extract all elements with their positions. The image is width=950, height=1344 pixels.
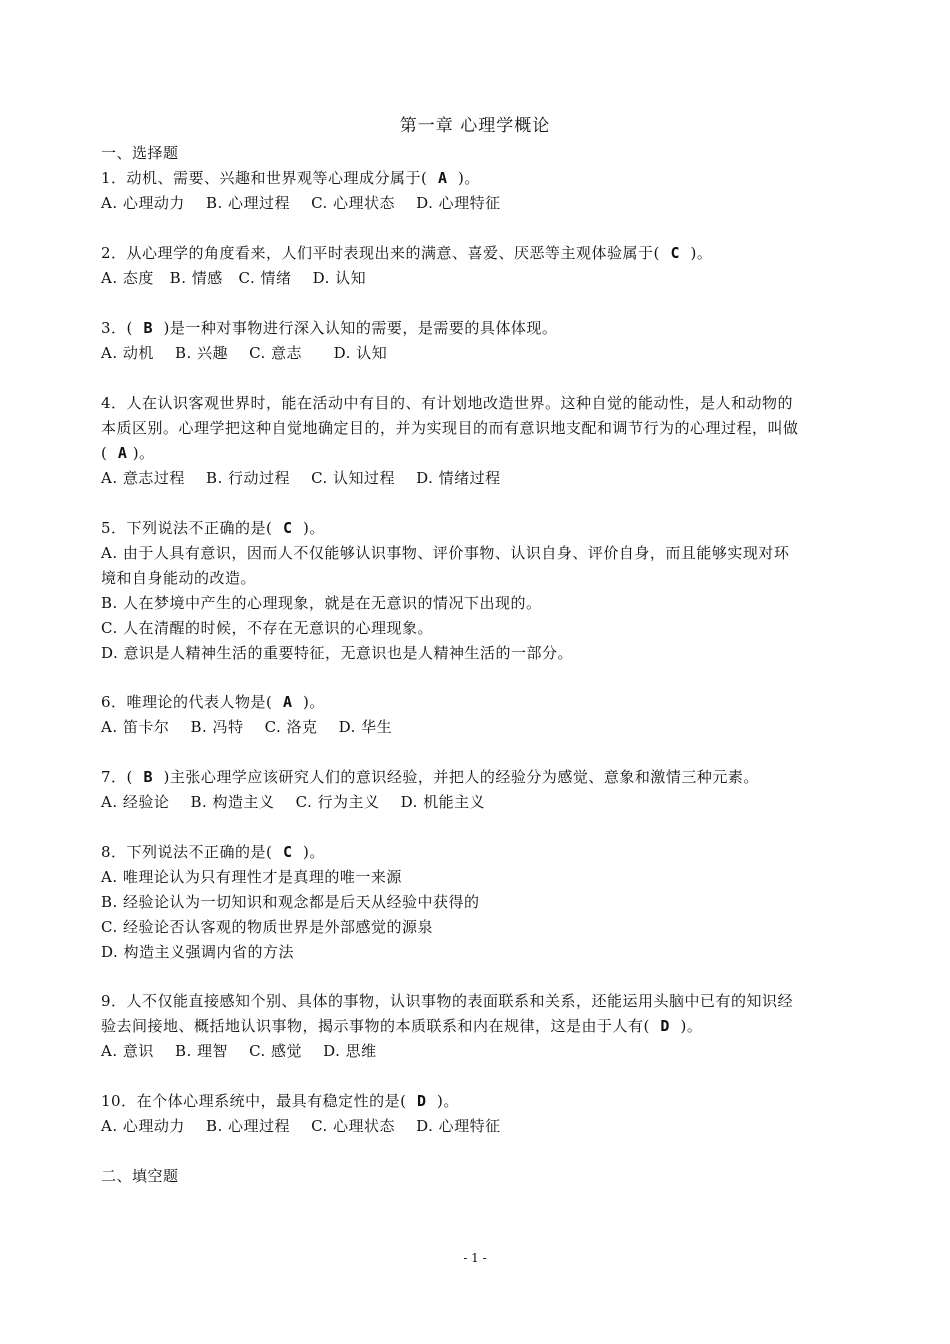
question-text: 3．( (101, 319, 144, 337)
question-5-option-d: D. 意识是人精神生活的重要特征，无意识也是人精神生活的一部分。 (101, 644, 574, 662)
question-text: )。 (669, 1017, 703, 1035)
question-1-options: A. 心理动力 B. 心理过程 C. 心理状态 D. 心理特征 (101, 194, 501, 212)
chapter-title: 第一章 心理学概论 (399, 116, 551, 136)
question-4-options: A. 意志过程 B. 行动过程 C. 认知过程 D. 情绪过程 (101, 469, 501, 487)
answer-letter: C (282, 519, 293, 537)
question-text: )。 (292, 519, 325, 537)
question-5-option-a: A. 由于人具有意识，因而人不仅能够认识事物、评价事物、认识自身、评价自身，而且能够实现对环 (101, 544, 790, 562)
question-4-line-1: 4．人在认识客观世界时，能在活动中有目的、有计划地改造世界。这种自觉的能动性，是人和动物的 (101, 394, 794, 412)
answer-letter: C (282, 843, 293, 861)
question-2-options: A. 态度 B. 情感 C. 情绪 D. 认知 (101, 269, 367, 287)
question-text: 8．下列说法不正确的是( (101, 843, 283, 861)
question-6 (101, 692, 861, 712)
answer-letter: B (143, 319, 153, 337)
question-1 (101, 168, 861, 188)
question-2 (101, 243, 861, 263)
question-7 (101, 767, 861, 787)
answer-letter: C (670, 244, 680, 262)
question-3-options: A. 动机 B. 兴趣 C. 意志 D. 认知 (101, 344, 388, 362)
question-5 (101, 518, 861, 538)
question-5-option-a-cont: 境和自身能动的改造。 (101, 569, 257, 587)
question-text: 验去间接地、概括地认识事物，揭示事物的本质联系和内在规律，这是由于人有( (101, 1017, 661, 1035)
question-10-options: A. 心理动力 B. 心理过程 C. 心理状态 D. 心理特征 (101, 1117, 501, 1135)
question-10 (101, 1091, 861, 1111)
question-text: )。 (447, 169, 480, 187)
question-text: 10．在个体心理系统中，最具有稳定性的是( (101, 1092, 417, 1110)
answer-letter: D (660, 1017, 670, 1035)
question-9-line-2 (101, 1016, 861, 1036)
question-text: )。 (292, 843, 325, 861)
question-8-option-d: D. 构造主义强调内省的方法 (101, 943, 295, 961)
question-text: )。 (127, 444, 155, 462)
question-8-option-b: B. 经验论认为一切知识和观念都是后天从经验中获得的 (101, 893, 480, 911)
question-text: 1．动机、需要、兴趣和世界观等心理成分属于( (101, 169, 438, 187)
question-text: 6．唯理论的代表人物是( (101, 693, 283, 711)
question-text: 5．下列说法不正确的是( (101, 519, 283, 537)
section-heading-choice: 一、选择题 (101, 144, 179, 162)
question-9-options: A. 意识 B. 理智 C. 感觉 D. 思维 (101, 1042, 377, 1060)
question-text: ( (101, 444, 118, 462)
page-number: - 1 - (463, 1251, 487, 1265)
answer-letter: D (416, 1092, 427, 1110)
answer-letter: A (437, 169, 448, 187)
answer-letter: A (117, 444, 128, 462)
question-4-line-2: 本质区别。心理学把这种自觉地确定目的，并为实现目的而有意识地支配和调节行为的心理过程，叫做 (101, 419, 799, 437)
question-8-option-a: A. 唯理论认为只有理性才是真理的唯一来源 (101, 868, 402, 886)
question-6-options: A. 笛卡尔 B. 冯特 C. 洛克 D. 华生 (101, 718, 393, 736)
answer-letter: A (282, 693, 293, 711)
section-heading-fill-in: 二、填空题 (101, 1167, 179, 1185)
question-text: 2．从心理学的角度看来，人们平时表现出来的满意、喜爱、厌恶等主观体验属于( (101, 244, 671, 262)
question-7-options: A. 经验论 B. 构造主义 C. 行为主义 D. 机能主义 (101, 793, 486, 811)
question-4-line-3 (101, 443, 861, 463)
question-8-option-c: C. 经验论否认客观的物质世界是外部感觉的源泉 (101, 918, 433, 936)
question-5-option-c: C. 人在清醒的时候，不存在无意识的心理现象。 (101, 619, 433, 637)
question-text: )主张心理学应该研究人们的意识经验，并把人的经验分为感觉、意象和激情三种元素。 (152, 768, 759, 786)
question-9-line-1: 9．人不仅能直接感知个别、具体的事物，认识事物的表面联系和关系，还能运用头脑中已有的知识经 (101, 992, 794, 1010)
answer-letter: B (143, 768, 153, 786)
question-text: 7．( (101, 768, 144, 786)
question-text: )是一种对事物进行深入认知的需要，是需要的具体体现。 (152, 319, 558, 337)
question-text: )。 (426, 1092, 459, 1110)
question-3 (101, 318, 861, 338)
question-5-option-b: B. 人在梦境中产生的心理现象，就是在无意识的情况下出现的。 (101, 594, 542, 612)
question-text: )。 (292, 693, 325, 711)
question-text: )。 (679, 244, 713, 262)
question-8 (101, 842, 861, 862)
